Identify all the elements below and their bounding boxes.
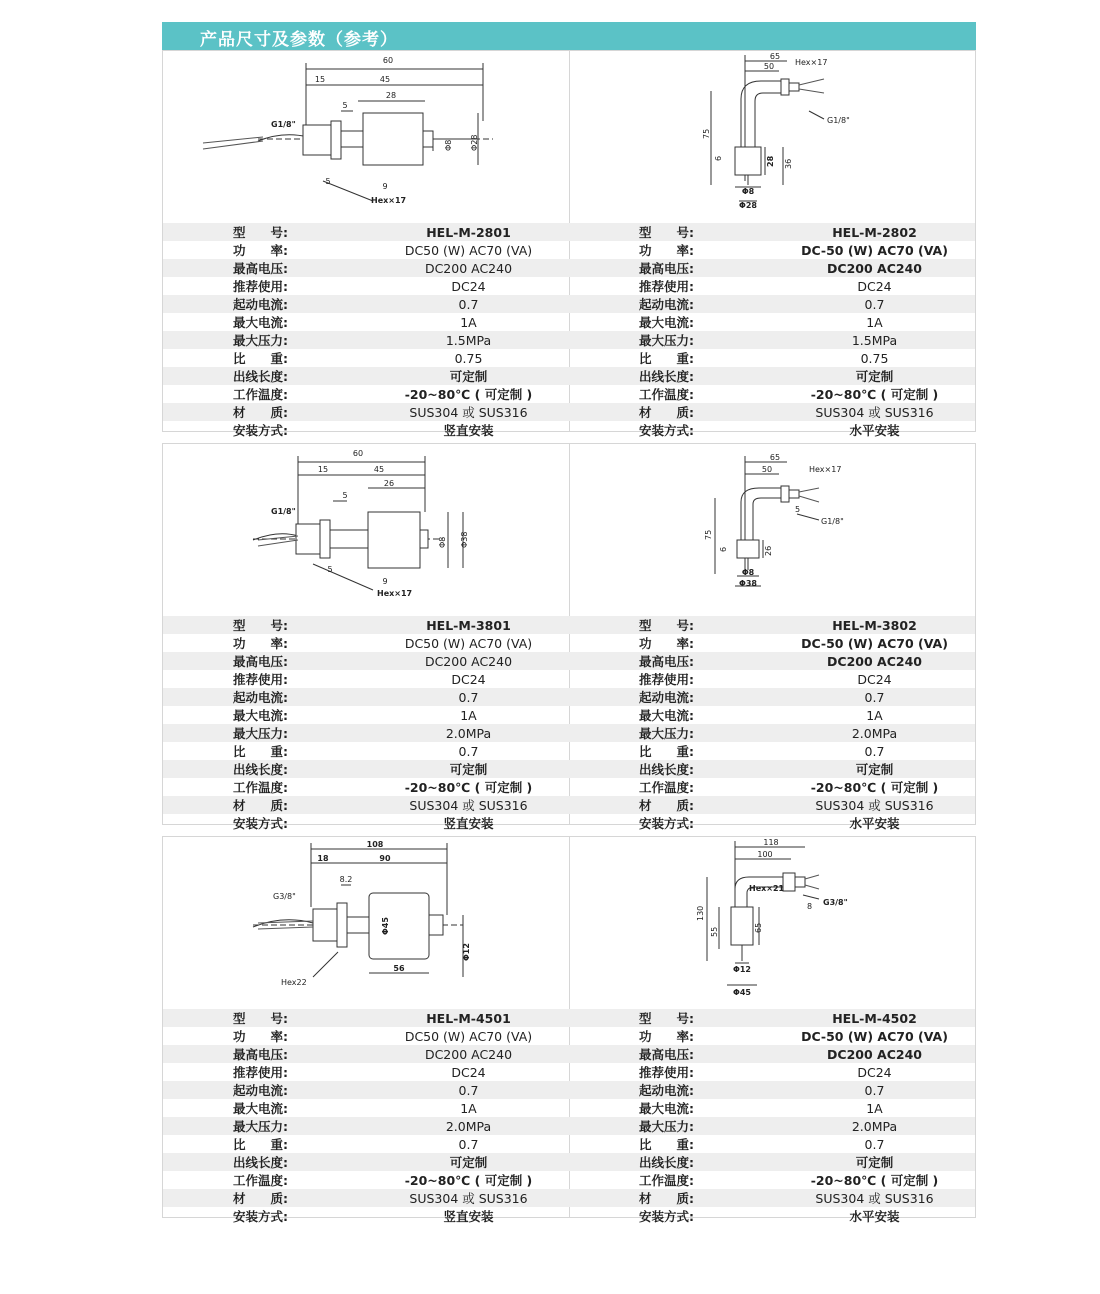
dim-5b: 5 <box>325 177 331 186</box>
table-row: 安装方式: 竖直安装 <box>233 423 494 438</box>
dim-60: 60 <box>352 449 364 458</box>
spec-table <box>569 616 975 832</box>
dim-75: 75 <box>704 529 713 540</box>
thread-label: G1/8" <box>271 507 296 516</box>
table-row: 安装方式: 竖直安装 <box>233 1209 494 1224</box>
table-row: 工作温度: -20~80℃ ( 可定制 ) <box>639 780 939 795</box>
dim-8: 8 <box>807 902 813 911</box>
dim-100: 100 <box>757 850 773 859</box>
table-row: 最高电压: DC200 AC240 <box>569 1045 975 1063</box>
vertical-float-switch-diagram <box>163 51 569 223</box>
table-row: 最大压力: 2.0MPa <box>163 1117 569 1135</box>
product-panel-2801 <box>163 51 570 438</box>
table-row: 出线长度: 可定制 <box>163 367 569 385</box>
table-row: 起动电流: 0.7 <box>163 688 569 706</box>
horizontal-float-switch-diagram <box>569 444 975 616</box>
dim-8-2: 8.2 <box>339 875 353 884</box>
table-row: 最高电压: DC200 AC240 <box>163 259 569 277</box>
table-row: 出线长度: 可定制 <box>569 1153 975 1171</box>
diameter-large: Φ45 <box>381 917 390 935</box>
dim-50: 50 <box>763 62 775 71</box>
dim-5: 5 <box>342 491 348 500</box>
table-row: 功 率: DC-50 (W) AC70 (VA) <box>639 1028 948 1044</box>
table-row: 起动电流: 0.7 <box>163 1081 569 1099</box>
table-row: 型 号: HEL-M-2801 <box>163 223 569 241</box>
table-row: 最大电流: 1A <box>639 314 883 330</box>
diameter-small: Φ8 <box>741 187 755 196</box>
table-row: 推荐使用: DC24 <box>639 1064 892 1080</box>
table-row: 功 率: DC-50 (W) AC70 (VA) <box>639 635 948 651</box>
diameter-small: Φ12 <box>733 965 751 974</box>
table-row: 推荐使用: DC24 <box>639 278 892 294</box>
dim-65: 65 <box>754 922 763 933</box>
dim-55: 55 <box>710 926 719 937</box>
diameter-large: Φ28 <box>739 201 757 210</box>
table-row: 比 重: 0.7 <box>639 1136 885 1152</box>
table-row: 型 号: HEL-M-3801 <box>163 616 569 634</box>
table-row: 功 率: DC50 (W) AC70 (VA) <box>233 635 533 651</box>
table-row: 最大电流: 1A <box>233 1100 477 1116</box>
table-row: 出线长度: 可定制 <box>569 367 975 385</box>
table-row: 起动电流: 0.7 <box>569 688 975 706</box>
vertical-float-switch-diagram <box>163 444 569 616</box>
hex-label: Hex×17 <box>809 465 842 474</box>
table-row: 功 率: DC50 (W) AC70 (VA) <box>233 242 533 258</box>
table-row: 工作温度: -20~80℃ ( 可定制 ) <box>233 387 533 402</box>
dim-26: 26 <box>383 479 395 488</box>
table-row: 安装方式: 水平安装 <box>639 816 900 831</box>
diameter-large: Φ38 <box>739 579 757 588</box>
table-row: 材 质: SUS304 或 SUS316 <box>163 403 569 421</box>
dim-28: 28 <box>766 155 775 167</box>
product-panel-2802 <box>569 51 975 438</box>
table-row: 出线长度: 可定制 <box>569 760 975 778</box>
dim-9: 9 <box>382 577 388 586</box>
table-row: 最大电流: 1A <box>639 1100 883 1116</box>
diameter-large: Φ38 <box>460 531 469 548</box>
table-row: 最大电流: 1A <box>233 707 477 723</box>
spec-table <box>163 223 569 439</box>
spec-table <box>163 616 569 832</box>
table-row: 推荐使用: DC24 <box>233 671 486 687</box>
table-row: 推荐使用: DC24 <box>233 278 486 294</box>
diameter-small: Φ12 <box>462 943 471 961</box>
dim-118: 118 <box>763 838 779 847</box>
table-row: 工作温度: -20~80℃ ( 可定制 ) <box>639 1173 939 1188</box>
table-row: 材 质: SUS304 或 SUS316 <box>163 1189 569 1207</box>
spec-table <box>163 1009 569 1225</box>
hex-label: Hex×17 <box>377 589 413 598</box>
thread-label: G3/8" <box>823 898 848 907</box>
table-row: 安装方式: 水平安装 <box>639 1209 900 1224</box>
dim-45: 45 <box>373 465 385 474</box>
dim-56: 56 <box>393 964 405 973</box>
hex-label: Hex22 <box>281 978 307 987</box>
dim-60: 60 <box>382 56 394 65</box>
table-row: 型 号: HEL-M-3802 <box>569 616 975 634</box>
vertical-float-switch-diagram <box>163 837 569 1009</box>
dim-26: 26 <box>764 545 773 556</box>
hex-label: Hex×17 <box>795 58 828 67</box>
table-row: 最大压力: 2.0MPa <box>569 724 975 742</box>
table-row: 功 率: DC-50 (W) AC70 (VA) <box>639 242 948 258</box>
dim-36: 36 <box>784 158 793 169</box>
dim-65: 65 <box>769 453 781 462</box>
horizontal-float-switch-diagram <box>569 51 975 223</box>
table-row: 比 重: 0.7 <box>233 743 479 759</box>
table-row: 比 重: 0.7 <box>233 1136 479 1152</box>
table-row: 材 质: SUS304 或 SUS316 <box>163 796 569 814</box>
product-panel-3802 <box>569 444 975 831</box>
hex-label: Hex×17 <box>371 196 407 205</box>
table-row: 比 重: 0.7 <box>639 743 885 759</box>
thread-label: G1/8" <box>821 517 844 526</box>
diameter-large: Φ45 <box>733 988 751 997</box>
table-row: 型 号: HEL-M-2802 <box>569 223 975 241</box>
table-row: 出线长度: 可定制 <box>163 760 569 778</box>
dim-5b: 5 <box>327 565 333 574</box>
dim-5: 5 <box>795 505 801 514</box>
product-panel-4501 <box>163 837 570 1224</box>
section-title: 产品尺寸及参数（参考） <box>200 30 398 50</box>
dim-50: 50 <box>761 465 773 474</box>
thread-label: G1/8" <box>827 116 850 125</box>
dim-6: 6 <box>714 155 723 161</box>
dim-6: 6 <box>719 546 728 552</box>
table-row: 最大压力: 1.5MPa <box>569 331 975 349</box>
spec-table <box>569 223 975 439</box>
dim-75: 75 <box>702 128 711 139</box>
table-row: 功 率: DC50 (W) AC70 (VA) <box>233 1028 533 1044</box>
dim-130: 130 <box>696 905 705 921</box>
dim-108: 108 <box>366 840 384 849</box>
table-row: 起动电流: 0.7 <box>569 1081 975 1099</box>
table-row: 最高电压: DC200 AC240 <box>163 1045 569 1063</box>
table-row: 最大压力: 2.0MPa <box>163 724 569 742</box>
table-row: 最高电压: DC200 AC240 <box>569 652 975 670</box>
dim-15: 15 <box>317 465 329 474</box>
thread-label: G1/8" <box>271 120 296 129</box>
section-header <box>162 22 976 50</box>
dim-65: 65 <box>769 52 781 61</box>
table-row: 型 号: HEL-M-4502 <box>569 1009 975 1027</box>
table-row: 材 质: SUS304 或 SUS316 <box>569 403 975 421</box>
table-row: 出线长度: 可定制 <box>163 1153 569 1171</box>
diameter-large: Φ28 <box>470 134 479 151</box>
table-row: 推荐使用: DC24 <box>639 671 892 687</box>
spec-table <box>569 1009 975 1225</box>
table-row: 工作温度: -20~80℃ ( 可定制 ) <box>233 780 533 795</box>
hex-label: Hex×21 <box>749 884 785 893</box>
horizontal-float-switch-diagram <box>569 837 975 1009</box>
table-row: 工作温度: -20~80℃ ( 可定制 ) <box>233 1173 533 1188</box>
table-row: 安装方式: 水平安装 <box>639 423 900 438</box>
table-row: 最大压力: 1.5MPa <box>163 331 569 349</box>
product-section-2 <box>162 443 976 831</box>
dim-5: 5 <box>342 101 348 110</box>
thread-label: G3/8" <box>273 892 296 901</box>
dim-90: 90 <box>379 854 391 863</box>
product-panel-3801 <box>163 444 570 831</box>
table-row: 最大电流: 1A <box>233 314 477 330</box>
table-row: 最高电压: DC200 AC240 <box>569 259 975 277</box>
table-row: 材 质: SUS304 或 SUS316 <box>569 1189 975 1207</box>
table-row: 安装方式: 竖直安装 <box>233 816 494 831</box>
table-row: 起动电流: 0.7 <box>569 295 975 313</box>
dim-28: 28 <box>385 91 397 100</box>
table-row: 比 重: 0.75 <box>639 350 889 366</box>
table-row: 材 质: SUS304 或 SUS316 <box>569 796 975 814</box>
product-section-1 <box>162 50 976 438</box>
product-panel-4502 <box>569 837 975 1224</box>
table-row: 比 重: 0.75 <box>233 350 483 366</box>
table-row: 最大压力: 2.0MPa <box>569 1117 975 1135</box>
table-row: 推荐使用: DC24 <box>233 1064 486 1080</box>
table-row: 最高电压: DC200 AC240 <box>163 652 569 670</box>
diameter-small: Φ8 <box>444 139 453 151</box>
dim-9: 9 <box>382 182 388 191</box>
table-row: 型 号: HEL-M-4501 <box>163 1009 569 1027</box>
dim-18: 18 <box>317 854 329 863</box>
table-row: 最大电流: 1A <box>639 707 883 723</box>
diameter-small: Φ8 <box>438 536 447 548</box>
product-section-3 <box>162 836 976 1224</box>
diameter-small: Φ8 <box>741 568 755 577</box>
dim-45: 45 <box>379 75 391 84</box>
table-row: 起动电流: 0.7 <box>163 295 569 313</box>
table-row: 工作温度: -20~80℃ ( 可定制 ) <box>639 387 939 402</box>
dim-15: 15 <box>314 75 326 84</box>
